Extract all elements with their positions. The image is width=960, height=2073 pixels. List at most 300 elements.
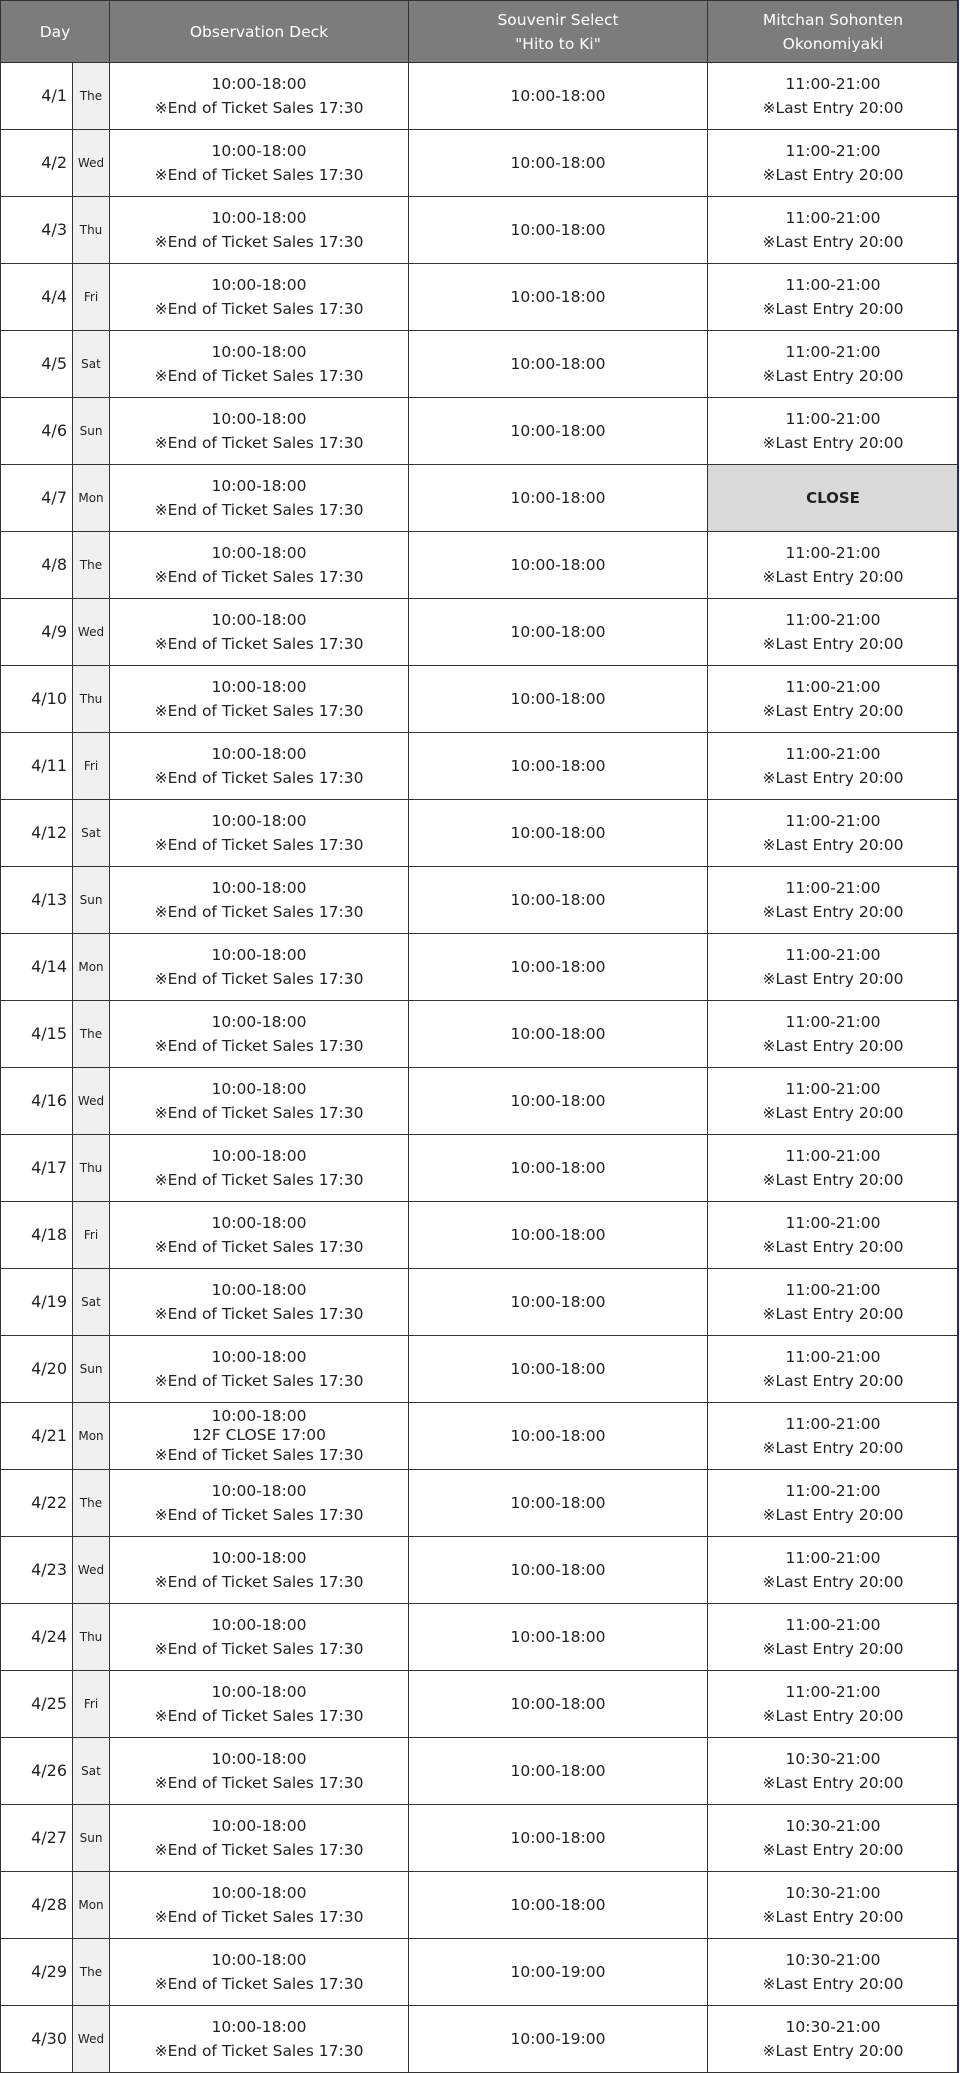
weekday-cell: Thu [73,197,110,264]
mitchan-line: 11:00-21:00 [785,1348,881,1366]
weekday-cell: Sun [73,867,110,934]
observation-deck-hours [110,465,409,532]
table-row [1,1537,959,1604]
observation-deck-line: ※End of Ticket Sales 17:30 [154,1037,364,1055]
mitchan-line: 10:30-21:00 [785,1951,881,1969]
mitchan-line: ※Last Entry 20:00 [762,300,904,318]
observation-deck-line: ※End of Ticket Sales 17:30 [154,769,364,787]
observation-deck-line: 10:00-18:00 [211,1884,307,1902]
observation-deck-hours [110,599,409,666]
observation-deck-line: 10:00-18:00 [211,812,307,830]
souvenir-select-hours: 10:00-18:00 [409,1671,708,1738]
date-cell: 4/25 [1,1671,73,1738]
weekday-cell: Thu [73,666,110,733]
mitchan-line: 11:00-21:00 [785,544,881,562]
observation-deck-hours [110,1939,409,2006]
table-row [1,130,959,197]
souvenir-select-hours: 10:00-18:00 [409,465,708,532]
date-cell: 4/8 [1,532,73,599]
observation-deck-line: ※End of Ticket Sales 17:30 [154,233,364,251]
table-row [1,1269,959,1336]
mitchan-line: 11:00-21:00 [785,142,881,160]
table-row [1,1336,959,1403]
date-cell: 4/5 [1,331,73,398]
weekday-cell: Mon [73,1872,110,1939]
souvenir-select-hours: 10:00-19:00 [409,2006,708,2073]
mitchan-sohonten-hours [708,1269,959,1336]
observation-deck-line: ※End of Ticket Sales 17:30 [154,1238,364,1256]
mitchan-sohonten-hours [708,1671,959,1738]
observation-deck-line: 10:00-18:00 [211,1214,307,1232]
mitchan-line: ※Last Entry 20:00 [762,1305,904,1323]
table-row [1,197,959,264]
observation-deck-hours [110,1604,409,1671]
date-cell: 4/10 [1,666,73,733]
observation-deck-hours [110,1470,409,1537]
observation-deck-line: 10:00-18:00 [211,1013,307,1031]
mitchan-line: ※Last Entry 20:00 [762,1975,904,1993]
souvenir-select-hours: 10:00-18:00 [409,1470,708,1537]
mitchan-line: ※Last Entry 20:00 [762,1171,904,1189]
mitchan-line: 11:00-21:00 [785,1214,881,1232]
mitchan-line: 11:00-21:00 [785,1549,881,1567]
observation-deck-line: ※End of Ticket Sales 17:30 [154,501,364,519]
mitchan-line: ※Last Entry 20:00 [762,2042,904,2060]
observation-deck-hours [110,867,409,934]
mitchan-line: 11:00-21:00 [785,1080,881,1098]
observation-deck-line: 10:00-18:00 [211,1348,307,1366]
mitchan-sohonten-hours [708,532,959,599]
observation-deck-line: ※End of Ticket Sales 17:30 [154,702,364,720]
weekday-cell: Fri [73,1671,110,1738]
souvenir-select-hours: 10:00-18:00 [409,733,708,800]
date-cell: 4/16 [1,1068,73,1135]
mitchan-line: ※Last Entry 20:00 [762,99,904,117]
mitchan-line: ※Last Entry 20:00 [762,1037,904,1055]
observation-deck-line: 10:00-18:00 [211,209,307,227]
mitchan-line: 10:30-21:00 [785,2018,881,2036]
mitchan-line: 11:00-21:00 [785,276,881,294]
table-row [1,264,959,331]
table-row [1,1939,959,2006]
mitchan-sohonten-hours [708,398,959,465]
date-cell: 4/12 [1,800,73,867]
mitchan-line: ※Last Entry 20:00 [762,1238,904,1256]
weekday-cell: Sun [73,1336,110,1403]
weekday-cell: Wed [73,130,110,197]
observation-deck-hours [110,197,409,264]
souvenir-select-hours: 10:00-18:00 [409,1202,708,1269]
observation-deck-line: ※End of Ticket Sales 17:30 [154,1372,364,1390]
observation-deck-hours [110,532,409,599]
mitchan-line: 11:00-21:00 [785,946,881,964]
observation-deck-line: 12F CLOSE 17:00 [192,1426,326,1445]
mitchan-sohonten-hours [708,1738,959,1805]
mitchan-line: ※Last Entry 20:00 [762,903,904,921]
mitchan-sohonten-hours [708,197,959,264]
table-row [1,666,959,733]
mitchan-line: ※Last Entry 20:00 [762,1640,904,1658]
date-cell: 4/27 [1,1805,73,1872]
observation-deck-hours [110,1738,409,1805]
weekday-cell: Wed [73,2006,110,2073]
mitchan-sohonten-hours [708,331,959,398]
mitchan-sohonten-hours [708,1604,959,1671]
mitchan-line: 11:00-21:00 [785,879,881,897]
table-row [1,1671,959,1738]
observation-deck-line: ※End of Ticket Sales 17:30 [154,1171,364,1189]
observation-deck-line: ※End of Ticket Sales 17:30 [154,1774,364,1792]
observation-deck-line: ※End of Ticket Sales 17:30 [154,1305,364,1323]
observation-deck-line: 10:00-18:00 [211,276,307,294]
table-row [1,1805,959,1872]
date-cell: 4/15 [1,1001,73,1068]
observation-deck-line: ※End of Ticket Sales 17:30 [154,568,364,586]
observation-deck-line: 10:00-18:00 [211,1406,307,1425]
weekday-cell: Sat [73,1269,110,1336]
date-cell: 4/21 [1,1403,73,1470]
observation-deck-line: ※End of Ticket Sales 17:30 [154,2042,364,2060]
date-cell: 4/11 [1,733,73,800]
mitchan-line: ※Last Entry 20:00 [762,970,904,988]
mitchan-sohonten-hours [708,1068,959,1135]
date-cell: 4/2 [1,130,73,197]
observation-deck-hours [110,1202,409,1269]
observation-deck-line: ※End of Ticket Sales 17:30 [154,367,364,385]
date-cell: 4/26 [1,1738,73,1805]
mitchan-sohonten-hours [708,2006,959,2073]
mitchan-line: 11:00-21:00 [785,611,881,629]
weekday-cell: Sat [73,1738,110,1805]
observation-deck-hours [110,1537,409,1604]
mitchan-sohonten-hours [708,1336,959,1403]
souvenir-select-hours: 10:00-18:00 [409,1336,708,1403]
table-row [1,599,959,666]
header-mitchan-sohonten [708,1,959,63]
mitchan-sohonten-hours [708,63,959,130]
observation-deck-line: 10:00-18:00 [211,410,307,428]
table-row [1,1202,959,1269]
weekday-cell: Fri [73,1202,110,1269]
observation-deck-hours [110,1403,409,1470]
souvenir-select-hours: 10:00-18:00 [409,1872,708,1939]
souvenir-select-hours: 10:00-18:00 [409,934,708,1001]
weekday-cell: Thu [73,1135,110,1202]
weekday-cell: The [73,63,110,130]
mitchan-line: 11:00-21:00 [785,1013,881,1031]
table-row [1,1872,959,1939]
observation-deck-line: 10:00-18:00 [211,1951,307,1969]
mitchan-line: ※Last Entry 20:00 [762,1841,904,1859]
observation-deck-line: 10:00-18:00 [211,1080,307,1098]
observation-deck-hours [110,398,409,465]
mitchan-line: ※Last Entry 20:00 [762,233,904,251]
weekday-cell: Mon [73,465,110,532]
mitchan-sohonten-hours [708,1939,959,2006]
souvenir-select-hours: 10:00-18:00 [409,1537,708,1604]
date-cell: 4/30 [1,2006,73,2073]
header-mitchan-line1: Mitchan Sohonten [762,10,904,29]
table-row [1,1470,959,1537]
weekday-cell: Fri [73,264,110,331]
table-row [1,398,959,465]
table-row [1,867,959,934]
date-cell: 4/29 [1,1939,73,2006]
souvenir-select-hours: 10:00-18:00 [409,1604,708,1671]
date-cell: 4/18 [1,1202,73,1269]
souvenir-select-hours: 10:00-18:00 [409,398,708,465]
weekday-cell: Mon [73,1403,110,1470]
mitchan-sohonten-hours [708,1872,959,1939]
observation-deck-hours [110,1872,409,1939]
mitchan-sohonten-hours [708,1001,959,1068]
date-cell: 4/20 [1,1336,73,1403]
observation-deck-hours [110,1671,409,1738]
mitchan-line: 11:00-21:00 [785,75,881,93]
header-row [1,1,959,63]
observation-deck-line: 10:00-18:00 [211,1281,307,1299]
mitchan-sohonten-hours [708,264,959,331]
observation-deck-hours [110,1068,409,1135]
mitchan-line: 11:00-21:00 [785,1616,881,1634]
table-row [1,1403,959,1470]
table-row [1,1738,959,1805]
observation-deck-hours [110,2006,409,2073]
observation-deck-hours [110,264,409,331]
souvenir-select-hours: 10:00-18:00 [409,264,708,331]
weekday-cell: Wed [73,599,110,666]
observation-deck-hours [110,1001,409,1068]
observation-deck-hours [110,1135,409,1202]
mitchan-line: ※Last Entry 20:00 [762,166,904,184]
mitchan-sohonten-hours [708,1805,959,1872]
header-mitchan-line2: Okonomiyaki [782,34,884,53]
observation-deck-line: ※End of Ticket Sales 17:30 [154,166,364,184]
mitchan-line: ※Last Entry 20:00 [762,367,904,385]
souvenir-select-hours: 10:00-18:00 [409,867,708,934]
mitchan-line: ※Last Entry 20:00 [762,702,904,720]
observation-deck-line: 10:00-18:00 [211,343,307,361]
observation-deck-line: ※End of Ticket Sales 17:30 [154,1573,364,1591]
observation-deck-line: 10:00-18:00 [211,745,307,763]
souvenir-select-hours: 10:00-18:00 [409,666,708,733]
observation-deck-line: 10:00-18:00 [211,1482,307,1500]
observation-deck-line: 10:00-18:00 [211,1683,307,1701]
weekday-cell: The [73,1470,110,1537]
mitchan-line: 10:30-21:00 [785,1750,881,1768]
table-row [1,733,959,800]
observation-deck-hours [110,666,409,733]
weekday-cell: Fri [73,733,110,800]
observation-deck-line: ※End of Ticket Sales 17:30 [154,1841,364,1859]
souvenir-select-hours: 10:00-19:00 [409,1939,708,2006]
observation-deck-line: 10:00-18:00 [211,1147,307,1165]
table-row [1,2006,959,2073]
mitchan-line: ※Last Entry 20:00 [762,1908,904,1926]
observation-deck-line: ※End of Ticket Sales 17:30 [154,1445,364,1464]
mitchan-line: 11:00-21:00 [785,1683,881,1701]
weekday-cell: Thu [73,1604,110,1671]
mitchan-line: ※Last Entry 20:00 [762,434,904,452]
mitchan-line: ※Last Entry 20:00 [762,1104,904,1122]
mitchan-sohonten-hours [708,867,959,934]
souvenir-select-hours: 10:00-18:00 [409,1135,708,1202]
mitchan-line: 11:00-21:00 [785,745,881,763]
observation-deck-line: ※End of Ticket Sales 17:30 [154,635,364,653]
date-cell: 4/3 [1,197,73,264]
mitchan-line: 11:00-21:00 [785,1482,881,1500]
observation-deck-line: 10:00-18:00 [211,1616,307,1634]
date-cell: 4/1 [1,63,73,130]
mitchan-line: 11:00-21:00 [785,678,881,696]
observation-deck-hours [110,331,409,398]
observation-deck-line: 10:00-18:00 [211,946,307,964]
weekday-cell: Mon [73,934,110,1001]
header-souvenir-select [409,1,708,63]
mitchan-sohonten-hours [708,130,959,197]
mitchan-line: 11:00-21:00 [785,1415,881,1433]
weekday-cell: Wed [73,1068,110,1135]
observation-deck-line: ※End of Ticket Sales 17:30 [154,1908,364,1926]
observation-deck-line: 10:00-18:00 [211,142,307,160]
souvenir-select-hours: 10:00-18:00 [409,599,708,666]
souvenir-select-hours: 10:00-18:00 [409,63,708,130]
observation-deck-hours [110,1336,409,1403]
schedule-body [1,63,959,2073]
souvenir-select-hours: 10:00-18:00 [409,130,708,197]
observation-deck-line: 10:00-18:00 [211,611,307,629]
mitchan-line: 11:00-21:00 [785,410,881,428]
date-cell: 4/28 [1,1872,73,1939]
observation-deck-hours [110,733,409,800]
weekday-cell: The [73,1001,110,1068]
table-right-border [957,0,959,2073]
mitchan-line: CLOSE [806,489,860,507]
mitchan-sohonten-hours [708,666,959,733]
mitchan-closed-cell [708,465,959,532]
mitchan-line: ※Last Entry 20:00 [762,836,904,854]
souvenir-select-hours: 10:00-18:00 [409,1805,708,1872]
date-cell: 4/14 [1,934,73,1001]
mitchan-line: 11:00-21:00 [785,343,881,361]
mitchan-line: ※Last Entry 20:00 [762,1774,904,1792]
observation-deck-line: ※End of Ticket Sales 17:30 [154,1104,364,1122]
mitchan-sohonten-hours [708,1202,959,1269]
header-observation-deck: Observation Deck [110,1,409,63]
observation-deck-line: ※End of Ticket Sales 17:30 [154,1707,364,1725]
weekday-cell: The [73,1939,110,2006]
mitchan-sohonten-hours [708,733,959,800]
mitchan-sohonten-hours [708,1403,959,1470]
date-cell: 4/13 [1,867,73,934]
observation-deck-line: 10:00-18:00 [211,2018,307,2036]
souvenir-select-hours: 10:00-18:00 [409,1001,708,1068]
observation-deck-line: 10:00-18:00 [211,1750,307,1768]
mitchan-line: 10:30-21:00 [785,1884,881,1902]
souvenir-select-hours: 10:00-18:00 [409,1269,708,1336]
table-row [1,1001,959,1068]
table-row [1,934,959,1001]
souvenir-select-hours: 10:00-18:00 [409,1738,708,1805]
observation-deck-hours [110,1269,409,1336]
mitchan-line: ※Last Entry 20:00 [762,1439,904,1457]
table-row [1,331,959,398]
mitchan-sohonten-hours [708,934,959,1001]
souvenir-select-hours: 10:00-18:00 [409,532,708,599]
souvenir-select-hours: 10:00-18:00 [409,1403,708,1470]
observation-deck-line: ※End of Ticket Sales 17:30 [154,1640,364,1658]
observation-deck-line: ※End of Ticket Sales 17:30 [154,836,364,854]
observation-deck-line: 10:00-18:00 [211,544,307,562]
mitchan-line: ※Last Entry 20:00 [762,1707,904,1725]
date-cell: 4/19 [1,1269,73,1336]
observation-deck-line: ※End of Ticket Sales 17:30 [154,1506,364,1524]
table-row [1,1068,959,1135]
table-row [1,465,959,532]
date-cell: 4/17 [1,1135,73,1202]
weekday-cell: Sun [73,398,110,465]
mitchan-line: 11:00-21:00 [785,1281,881,1299]
observation-deck-line: ※End of Ticket Sales 17:30 [154,1975,364,1993]
mitchan-sohonten-hours [708,1135,959,1202]
observation-deck-line: ※End of Ticket Sales 17:30 [154,970,364,988]
observation-deck-hours [110,130,409,197]
mitchan-line: ※Last Entry 20:00 [762,635,904,653]
observation-deck-line: ※End of Ticket Sales 17:30 [154,434,364,452]
observation-deck-line: ※End of Ticket Sales 17:30 [154,903,364,921]
date-cell: 4/23 [1,1537,73,1604]
observation-deck-line: 10:00-18:00 [211,678,307,696]
mitchan-line: ※Last Entry 20:00 [762,769,904,787]
table-row [1,800,959,867]
mitchan-sohonten-hours [708,1470,959,1537]
souvenir-select-hours: 10:00-18:00 [409,1068,708,1135]
observation-deck-line: 10:00-18:00 [211,1549,307,1567]
souvenir-select-hours: 10:00-18:00 [409,800,708,867]
header-day: Day [1,1,110,63]
date-cell: 4/9 [1,599,73,666]
table-row [1,1135,959,1202]
mitchan-sohonten-hours [708,1537,959,1604]
weekday-cell: Sun [73,1805,110,1872]
date-cell: 4/7 [1,465,73,532]
mitchan-line: 11:00-21:00 [785,209,881,227]
mitchan-line: ※Last Entry 20:00 [762,1372,904,1390]
mitchan-sohonten-hours [708,599,959,666]
date-cell: 4/4 [1,264,73,331]
mitchan-sohonten-hours [708,800,959,867]
table-row [1,532,959,599]
observation-deck-line: ※End of Ticket Sales 17:30 [154,99,364,117]
header-souvenir-line2: "Hito to Ki" [515,34,601,53]
observation-deck-hours [110,934,409,1001]
date-cell: 4/6 [1,398,73,465]
mitchan-line: ※Last Entry 20:00 [762,568,904,586]
mitchan-line: ※Last Entry 20:00 [762,1573,904,1591]
mitchan-line: 11:00-21:00 [785,1147,881,1165]
observation-deck-line: 10:00-18:00 [211,1817,307,1835]
observation-deck-line: 10:00-18:00 [211,477,307,495]
observation-deck-line: 10:00-18:00 [211,75,307,93]
weekday-cell: Sat [73,800,110,867]
souvenir-select-hours: 10:00-18:00 [409,331,708,398]
mitchan-line: 11:00-21:00 [785,812,881,830]
observation-deck-hours [110,63,409,130]
souvenir-select-hours: 10:00-18:00 [409,197,708,264]
weekday-cell: Sat [73,331,110,398]
weekday-cell: Wed [73,1537,110,1604]
table-row [1,1604,959,1671]
